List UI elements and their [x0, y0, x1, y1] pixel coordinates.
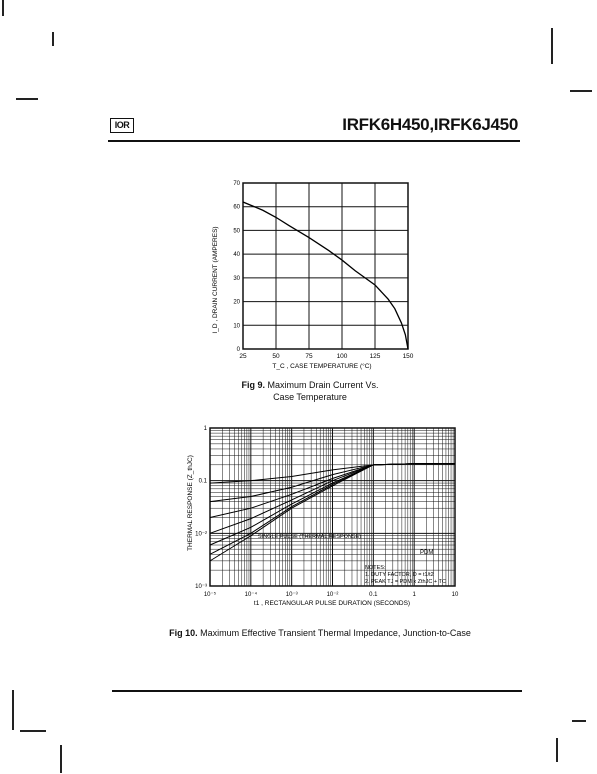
fig9-ytick-label: 70 [233, 181, 240, 187]
fig9-series-line [243, 202, 408, 349]
fig10-xtick-label: 1 [412, 592, 416, 598]
fig10-xtick-label: 10⁻⁴ [244, 592, 258, 598]
fig10-xtick-label: 10 [451, 592, 459, 598]
scan-mark [16, 98, 38, 100]
fig9-ytick-label: 50 [233, 228, 240, 235]
fig9-caption-line1: Maximum Drain Current Vs. [264, 380, 379, 390]
fig10-xtick-label: 10⁻⁵ [203, 592, 217, 598]
scan-mark [572, 720, 586, 722]
scan-mark [556, 738, 558, 762]
fig10-ytick-label: 10⁻³ [195, 584, 207, 590]
fig9-caption-line2: Case Temperature [273, 392, 347, 402]
part-number-heading: IRFK6H450,IRFK6J450 [342, 115, 518, 134]
scan-mark [2, 0, 4, 16]
fig9-xtick-label: 125 [369, 353, 381, 360]
fig10-caption-bold: Fig 10. [169, 628, 198, 638]
scan-mark [52, 32, 54, 46]
fig9-caption [220, 379, 400, 403]
fig9-xtick-label: 50 [272, 353, 280, 360]
fig9-ytick-label: 20 [233, 299, 240, 306]
header-rule [108, 140, 520, 142]
fig10-single-pulse-label: SINGLE PULSE (THERMAL RESPONSE) [258, 534, 362, 540]
fig10-ytick-label: 1 [203, 426, 207, 432]
fig9-ytick-label: 30 [233, 275, 240, 282]
fig10-caption [140, 627, 500, 639]
fig10-xtick-label: 10⁻³ [285, 592, 298, 598]
fig9-ytick-label: 60 [233, 204, 240, 211]
fig9-plot-frame [243, 183, 408, 349]
fig9-ytick-label: 40 [233, 252, 240, 259]
fig9-ytick-label: 0 [236, 347, 240, 353]
fig9-xtick-label: 150 [402, 353, 414, 360]
scan-mark [12, 690, 14, 730]
fig9-ytick-label: 10 [233, 323, 240, 330]
fig10-caption-rest: Maximum Effective Transient Thermal Impedance, Junction-to-Case [197, 628, 471, 638]
fig10-pdm-label: PDM [420, 550, 434, 556]
fig10-note-1: 1. DUTY FACTOR, D = t1/t2 [365, 572, 434, 578]
fig9-caption-bold: Fig 9. [241, 380, 265, 390]
fig9-xlabel: T_C , CASE TEMPERATURE (°C) [272, 363, 372, 370]
fig9-xtick-label: 75 [305, 353, 313, 360]
fig10-ytick-label: 10⁻² [195, 531, 207, 538]
ir-logo: IOR [110, 118, 134, 133]
scan-mark [20, 730, 46, 732]
fig10-xtick-label: 10⁻² [326, 592, 339, 598]
scan-mark [551, 28, 553, 64]
fig9-ylabel: I_D , DRAIN CURRENT (AMPERES) [212, 226, 219, 334]
fig10-chart [180, 418, 515, 613]
fig10-xtick-label: 0.1 [369, 592, 378, 598]
fig10-note-0: NOTES: [365, 565, 386, 571]
scan-mark [60, 745, 62, 773]
footer-rule [112, 690, 522, 692]
fig10-ylabel: THERMAL RESPONSE (Z_thJC) [187, 455, 194, 551]
scan-mark [570, 90, 592, 92]
fig9-xtick-label: 100 [336, 353, 348, 360]
fig10-ytick-label: 0.1 [198, 478, 207, 485]
fig9-chart [205, 175, 420, 375]
fig9-xtick-label: 25 [239, 353, 247, 360]
fig10-note-2: 2. PEAK TJ = PDM x ZthJC + TC [365, 579, 446, 585]
fig10-xlabel: t1 , RECTANGULAR PULSE DURATION (SECONDS) [253, 600, 411, 607]
